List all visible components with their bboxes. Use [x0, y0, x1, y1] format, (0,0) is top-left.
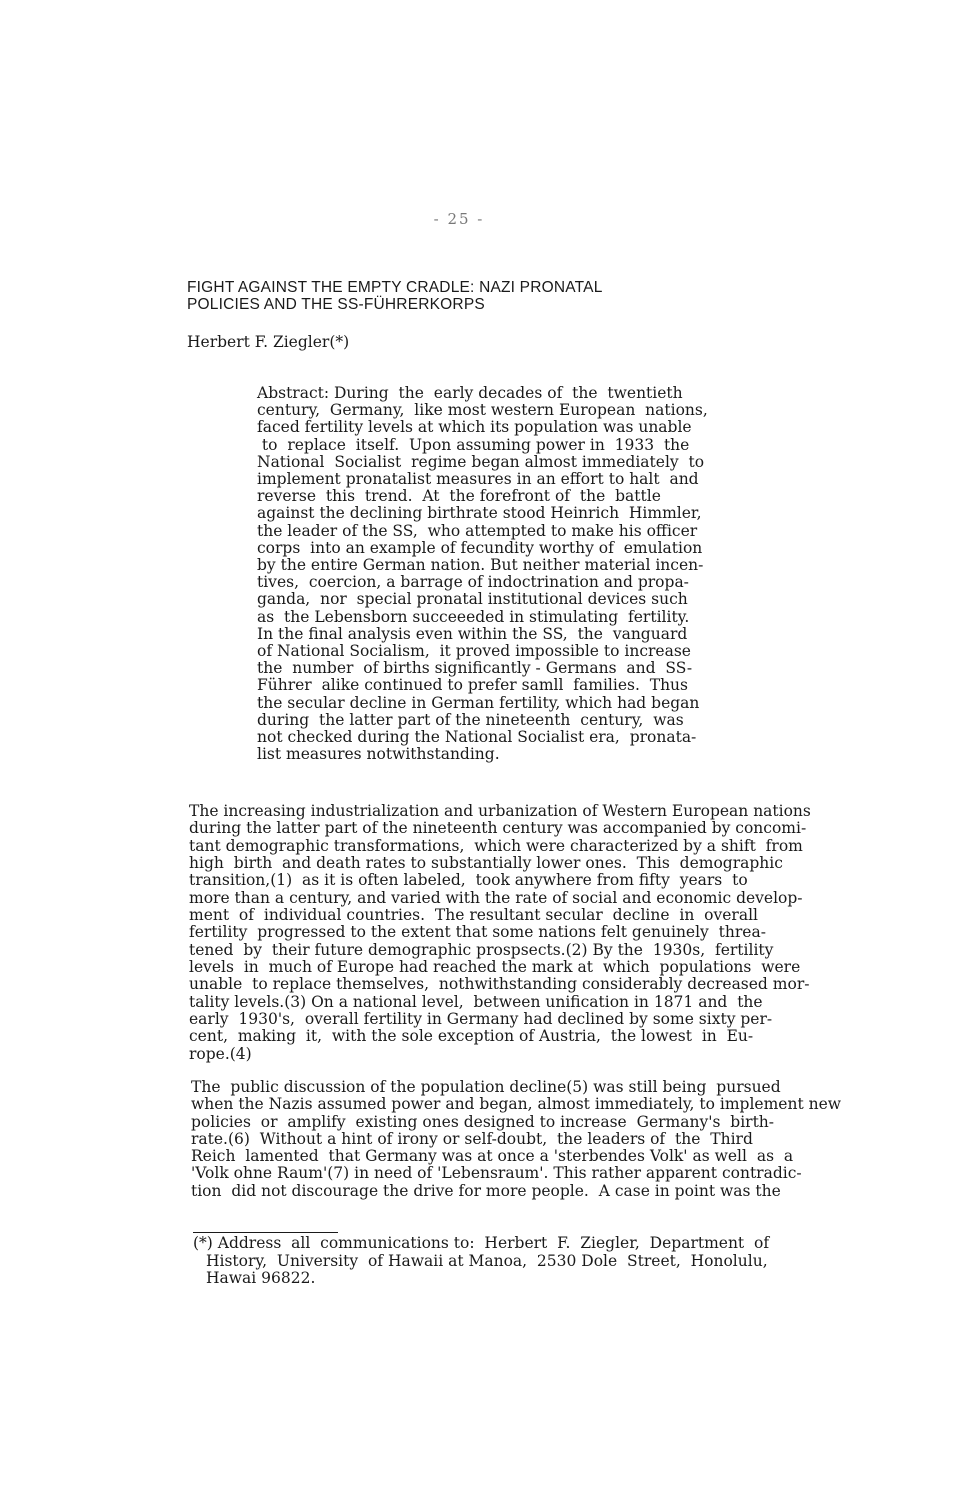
abstract-line: the number of births significantly - Germans and SS-	[257, 659, 693, 678]
abstract-line: during the latter part of the nineteenth century, was	[257, 710, 684, 729]
abstract-line: list measures notwithstanding.	[257, 745, 500, 764]
paragraph-line: tion did not discourage the drive for more people. A case in point was the	[191, 1181, 781, 1200]
article-title-line: POLICIES AND THE SS-FÜHRERKORPS	[187, 296, 485, 313]
paragraph-line: The increasing industrialization and urbanization of Western European nations	[189, 802, 811, 820]
paragraph-line: transition,(1) as it is often labeled, took anywhere from fifty years to	[189, 871, 748, 890]
footnote-divider	[193, 1232, 338, 1233]
footnote-line: History, University of Hawaii at Manoa, 2530 Dole Street, Honolulu,	[206, 1251, 768, 1270]
body-paragraph-1	[189, 803, 811, 1063]
abstract-line: faced fertility levels at which its population was unable	[257, 418, 692, 437]
article-title	[187, 279, 603, 313]
page-number: - 25 -	[433, 210, 485, 228]
abstract-line: ganda, nor special pronatal institutional devices such	[257, 590, 688, 609]
paragraph-line: tant demographic transformations, which were characterized by a shift from	[189, 836, 803, 855]
paragraph-line: unable to replace themselves, nothwithstanding considerably decreased mor-	[189, 975, 810, 994]
abstract-line: corps into an example of fecundity worthy of emulation	[257, 538, 703, 557]
abstract-line: implement pronatalist measures in an effort to halt and	[257, 470, 699, 489]
abstract-line: Abstract: During the early decades of the twentieth	[257, 384, 683, 402]
article-title-line: FIGHT AGAINST THE EMPTY CRADLE: NAZI PRONATAL	[187, 279, 603, 296]
footnote-block	[193, 1235, 769, 1288]
paragraph-line: rope.(4)	[189, 1044, 252, 1063]
abstract-line: not checked during the National Socialist era, pronata-	[257, 728, 697, 747]
abstract-line: Führer alike continued to prefer samll families. Thus	[257, 676, 688, 695]
paragraph-line: policies or amplify existing ones designed to increase Germany's birth-	[191, 1112, 775, 1131]
author-name: Herbert F. Ziegler(*)	[187, 333, 350, 351]
abstract-line: century, Germany, like most western European nations,	[257, 401, 708, 420]
abstract-block	[257, 384, 708, 764]
paragraph-line: The public discussion of the population decline(5) was still being pursued	[191, 1078, 781, 1096]
paragraph-line: during the latter part of the nineteenth century was accompanied by concomi-	[189, 819, 807, 838]
abstract-line: as the Lebensborn succeeeded in stimulating fertility.	[257, 607, 690, 626]
abstract-line: of National Socialism, it proved impossible to increase	[257, 642, 691, 661]
abstract-line: against the declining birthrate stood Heinrich Himmler,	[257, 504, 702, 523]
paragraph-line: high birth and death rates to substantially lower ones. This demographic	[189, 854, 783, 873]
abstract-line: National Socialist regime began almost immediately to	[257, 452, 705, 471]
paragraph-line: fertility progressed to the extent that some nations felt genuinely threa-	[189, 923, 766, 942]
paragraph-line: when the Nazis assumed power and began, almost immediately, to implement new	[191, 1095, 842, 1114]
paragraph-line: tality levels.(3) On a national level, between unification in 1871 and the	[189, 992, 763, 1011]
abstract-line: reverse this trend. At the forefront of the battle	[257, 487, 661, 506]
paragraph-line: tened by their future demographic prospsects.(2) By the 1930s, fertility	[189, 940, 774, 959]
body-paragraph-2	[191, 1079, 841, 1200]
paragraph-line: Reich lamented that Germany was at once a 'sterbendes Volk' as well as a	[191, 1147, 794, 1166]
abstract-line: to replace itself. Upon assuming power in 1933 the	[257, 435, 690, 454]
abstract-line: tives, coercion, a barrage of indoctrination and propa-	[257, 573, 689, 592]
abstract-line: the leader of the SS, who attempted to make his officer	[257, 521, 698, 540]
footnote-line: (*) Address all communications to: Herbert F. Ziegler, Department of	[193, 1234, 770, 1252]
paragraph-line: early 1930's, overall fertility in Germany had declined by some sixty per-	[189, 1010, 773, 1029]
paragraph-line: cent, making it, with the sole exception of Austria, the lowest in Eu-	[189, 1027, 754, 1046]
paragraph-line: 'Volk ohne Raum'(7) in need of 'Lebensraum'. This rather apparent contradic-	[191, 1164, 802, 1183]
abstract-line: by the entire German nation. But neither material incen-	[257, 556, 704, 575]
paragraph-line: ment of individual countries. The resultant secular decline in overall	[189, 906, 758, 925]
paragraph-line: levels in much of Europe had reached the mark at which populations were	[189, 958, 801, 977]
abstract-line: the secular decline in German fertility, which had began	[257, 693, 700, 712]
abstract-line: In the final analysis even within the SS, the vanguard	[257, 624, 688, 643]
footnote-line: Hawai 96822.	[206, 1269, 316, 1288]
paragraph-line: rate.(6) Without a hint of irony or self-doubt, the leaders of the Third	[191, 1129, 753, 1148]
paragraph-line: more than a century, and varied with the rate of social and economic develop-	[189, 888, 803, 907]
